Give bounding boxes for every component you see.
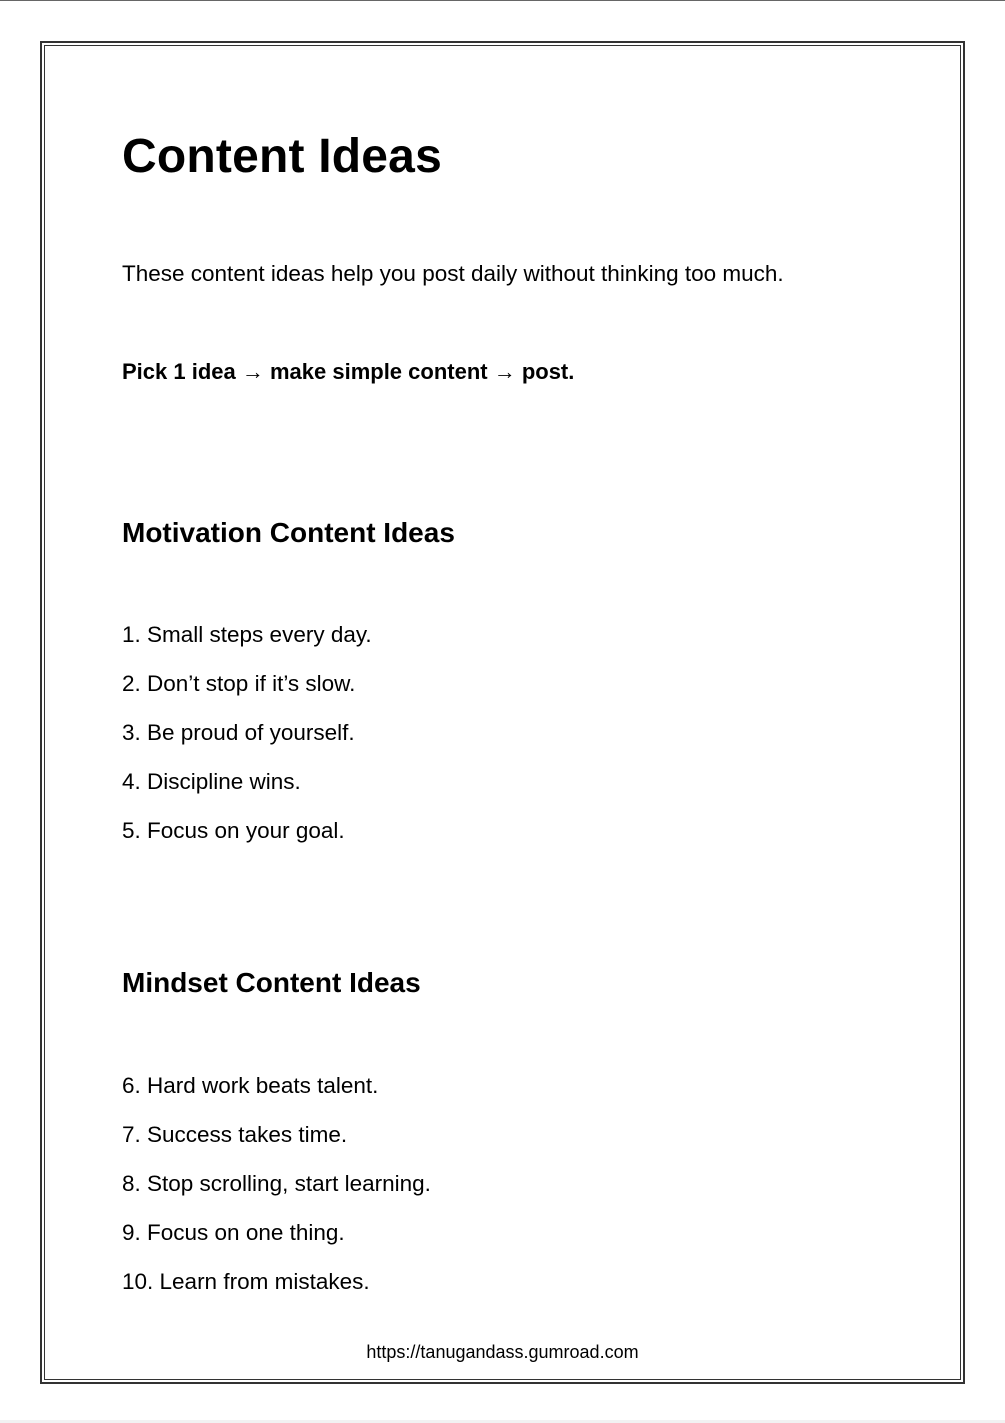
idea-list-mindset: [122, 1071, 431, 1316]
steps-instruction: Pick 1 idea → make simple content → post.: [122, 359, 575, 384]
list-item: 3. Be proud of yourself.: [122, 720, 355, 745]
list-item: 2. Don’t stop if it’s slow.: [122, 671, 356, 696]
page-title: Content Ideas: [122, 130, 442, 183]
section-heading-mindset: Mindset Content Ideas: [122, 967, 421, 998]
list-item: 4. Discipline wins.: [122, 769, 301, 794]
list-item: 5. Focus on your goal.: [122, 818, 345, 843]
list-item: 8. Stop scrolling, start learning.: [122, 1171, 431, 1196]
list-item: 6. Hard work beats talent.: [122, 1073, 379, 1098]
section-heading-motivation: Motivation Content Ideas: [122, 517, 455, 548]
document-page: [0, 1, 1005, 1420]
footer-link[interactable]: https://tanugandass.gumroad.com: [366, 1342, 639, 1362]
list-item: 1. Small steps every day.: [122, 622, 372, 647]
list-item: 9. Focus on one thing.: [122, 1220, 345, 1245]
idea-list-motivation: [122, 620, 372, 865]
list-item: 10. Learn from mistakes.: [122, 1269, 370, 1294]
list-item: 7. Success takes time.: [122, 1122, 348, 1147]
intro-text: These content ideas help you post daily without thinking too much.: [122, 261, 784, 286]
